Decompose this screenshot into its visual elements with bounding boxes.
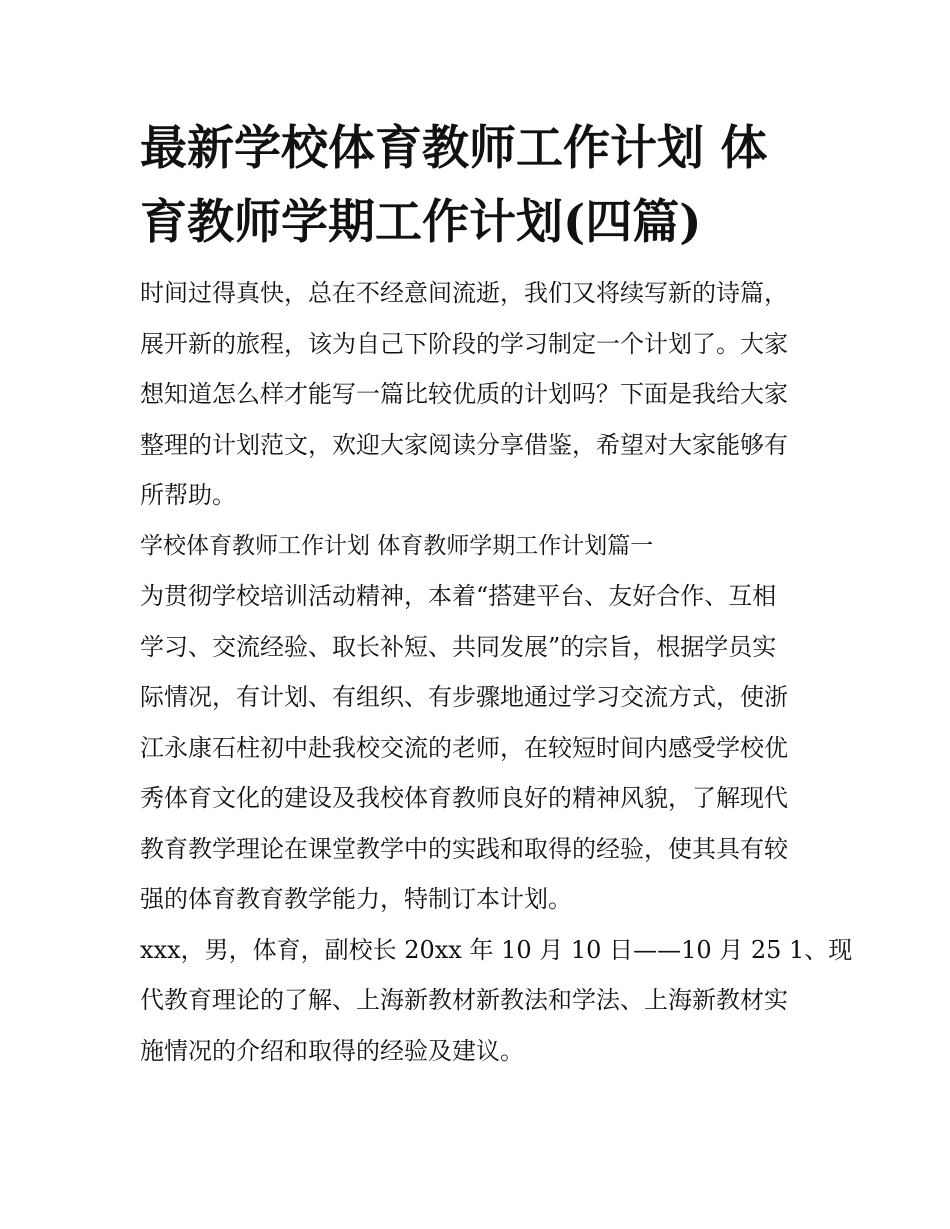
body-line-6: 教育教学理论在课堂教学中的实践和取得的经验，使其具有较: [140, 834, 788, 863]
intro-line-3: 想知道怎么样才能写一篇比较优质的计划吗？下面是我给大家: [140, 380, 788, 408]
body-line-3: 际情况，有计划、有组织、有步骤地通过学习交流方式，使浙: [140, 683, 788, 711]
body-line-1: 为贯彻学校培训活动精神，本着“搭建平台、友好合作、互相: [140, 582, 777, 610]
intro-line-4: 整理的计划范文，欢迎大家阅读分享借鉴，希望对大家能够有: [140, 430, 788, 459]
body-line-5: 秀体育文化的建设及我校体育教师良好的精神风貌，了解现代: [140, 784, 788, 812]
intro-line-2: 展开新的旅程，该为自己下阶段的学习制定一个计划了。大家: [140, 329, 788, 358]
info-line-3: 施情况的介绍和取得的经验及建议。: [140, 1036, 524, 1065]
document-page: [140, 112, 853, 1076]
info-paragraph: [140, 925, 853, 1077]
info-line-2: 代教育理论的了解、上海新教材新教法和学法、上海新教材实: [140, 986, 788, 1014]
section-heading: 学校体育教师工作计划 体育教师学期工作计划篇一: [140, 532, 654, 559]
intro-paragraph: [140, 268, 820, 521]
body-paragraph: [140, 571, 820, 925]
intro-line-1: 时间过得真快，总在不经意间流逝，我们又将续写新的诗篇，: [140, 279, 788, 307]
body-line-7: 强的体育教育教学能力，特制订本计划。: [140, 885, 572, 913]
intro-line-5: 所帮助。: [140, 481, 236, 509]
body-line-4: 江永康石柱初中赴我校交流的老师，在较短时间内感受学校优: [140, 733, 788, 762]
body-line-2: 学习、交流经验、取长补短、共同发展”的宗旨，根据学员实: [140, 632, 777, 661]
info-line-1: xxx，男，体育，副校长 20xx 年 10 月 10 日——10 月 25 1、现: [140, 935, 853, 964]
document-title: [140, 112, 820, 260]
title-line-1: 最新学校体育教师工作计划 体: [140, 121, 768, 176]
title-line-2: 育教师学期工作计划(四篇): [140, 195, 702, 250]
